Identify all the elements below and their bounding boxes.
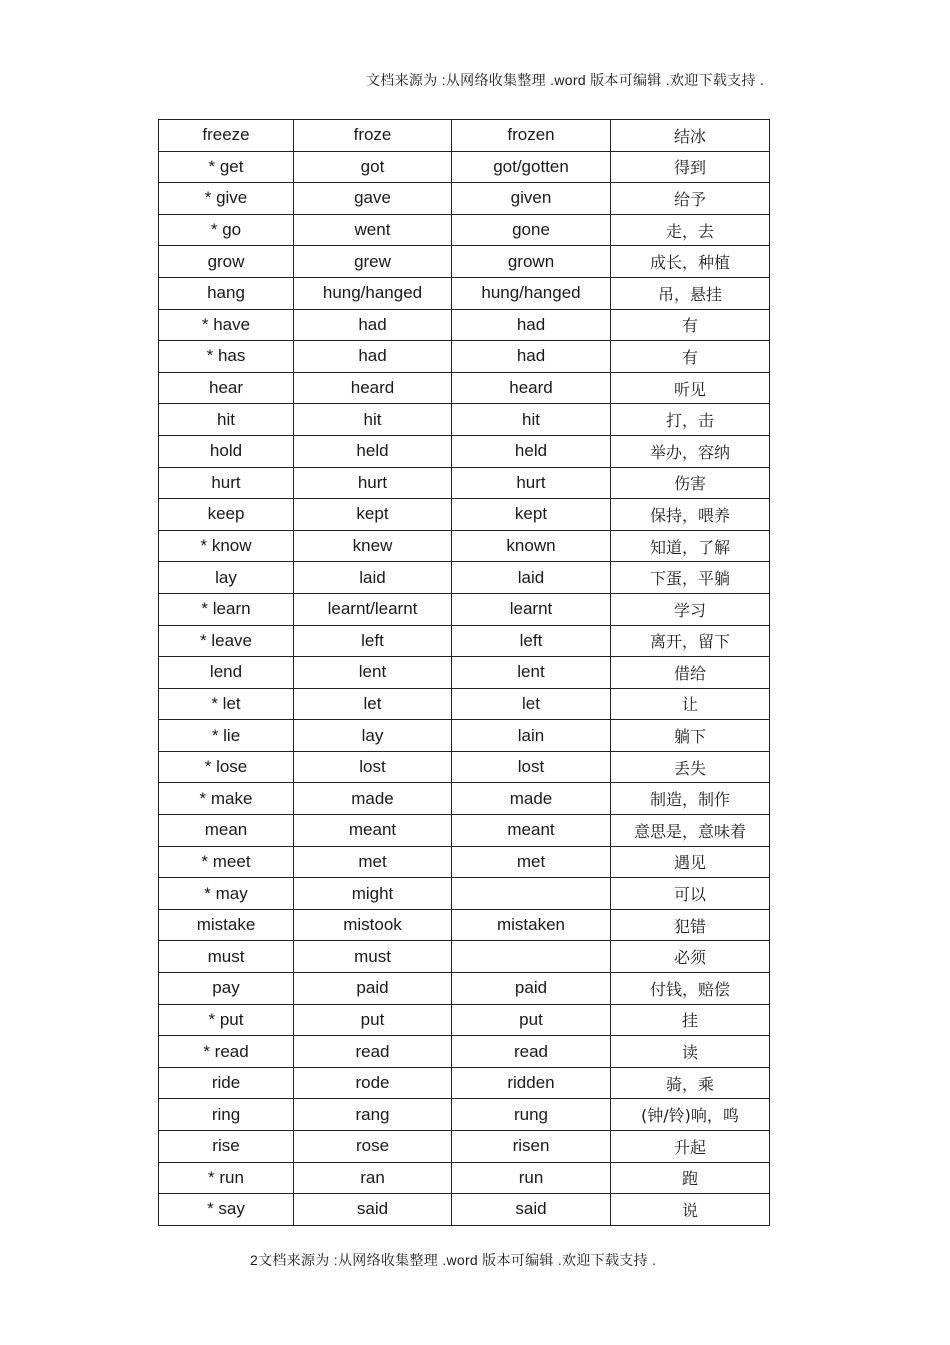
verb-past-cell: read (294, 1036, 452, 1068)
table-row (159, 1194, 770, 1226)
verb-meaning-cell: 保持，喂养 (611, 499, 770, 531)
verb-meaning-cell: 知道，了解 (611, 530, 770, 562)
verb-participle-cell: left (452, 625, 611, 657)
verb-past-cell: had (294, 341, 452, 373)
verb-participle-cell: said (452, 1194, 611, 1226)
verb-base-cell: * let (159, 688, 294, 720)
verb-meaning-cell: 打，击 (611, 404, 770, 436)
verb-past-cell: rose (294, 1131, 452, 1163)
verb-base-cell: hold (159, 435, 294, 467)
verb-meaning-cell: 躺下 (611, 720, 770, 752)
verb-base-cell: hurt (159, 467, 294, 499)
table-row (159, 878, 770, 910)
verb-base-cell: * put (159, 1004, 294, 1036)
verb-past-cell: had (294, 309, 452, 341)
verb-base-cell: hear (159, 372, 294, 404)
verb-meaning-cell: 有 (611, 309, 770, 341)
page-header-note: 文档来源为 :从网络收集整理 .word 版本可编辑 .欢迎下载支持 . (366, 72, 765, 88)
table-row (159, 751, 770, 783)
verb-participle-cell: heard (452, 372, 611, 404)
verb-base-cell: freeze (159, 120, 294, 152)
verb-past-cell: ran (294, 1162, 452, 1194)
verb-past-cell: rode (294, 1067, 452, 1099)
verb-participle-cell: had (452, 341, 611, 373)
verb-meaning-cell: 举办，容纳 (611, 435, 770, 467)
verb-participle-cell: hurt (452, 467, 611, 499)
verb-past-cell: met (294, 846, 452, 878)
verb-participle-cell: hung/hanged (452, 277, 611, 309)
table-row (159, 783, 770, 815)
verb-past-cell: kept (294, 499, 452, 531)
verb-participle-cell (452, 878, 611, 910)
verb-table-body (159, 120, 770, 1226)
verb-participle-cell: rung (452, 1099, 611, 1131)
verb-participle-cell (452, 941, 611, 973)
verb-base-cell: * make (159, 783, 294, 815)
verb-meaning-cell: 付钱，赔偿 (611, 973, 770, 1005)
verb-past-cell: laid (294, 562, 452, 594)
table-row (159, 941, 770, 973)
verb-base-cell: mistake (159, 909, 294, 941)
verb-participle-cell: hit (452, 404, 611, 436)
table-row (159, 625, 770, 657)
verb-participle-cell: paid (452, 973, 611, 1005)
table-row (159, 499, 770, 531)
table-row (159, 1004, 770, 1036)
verb-past-cell: lost (294, 751, 452, 783)
verb-past-cell: mistook (294, 909, 452, 941)
verb-past-cell: froze (294, 120, 452, 152)
verb-base-cell: pay (159, 973, 294, 1005)
verb-base-cell: * have (159, 309, 294, 341)
verb-base-cell: rise (159, 1131, 294, 1163)
verb-participle-cell: given (452, 183, 611, 215)
verb-meaning-cell: 跑 (611, 1162, 770, 1194)
verb-base-cell: ring (159, 1099, 294, 1131)
table-row (159, 530, 770, 562)
table-row (159, 1036, 770, 1068)
verb-past-cell: said (294, 1194, 452, 1226)
irregular-verb-table (158, 119, 770, 1226)
verb-past-cell: grew (294, 246, 452, 278)
verb-meaning-cell: 成长，种植 (611, 246, 770, 278)
verb-base-cell: * read (159, 1036, 294, 1068)
verb-participle-cell: meant (452, 815, 611, 847)
verb-meaning-cell: 必须 (611, 941, 770, 973)
verb-participle-cell: risen (452, 1131, 611, 1163)
verb-past-cell: made (294, 783, 452, 815)
verb-past-cell: heard (294, 372, 452, 404)
verb-past-cell: held (294, 435, 452, 467)
verb-participle-cell: lain (452, 720, 611, 752)
verb-past-cell: lay (294, 720, 452, 752)
verb-participle-cell: let (452, 688, 611, 720)
verb-meaning-cell: 离开，留下 (611, 625, 770, 657)
table-row (159, 1099, 770, 1131)
verb-meaning-cell: 借给 (611, 657, 770, 689)
table-row (159, 657, 770, 689)
verb-meaning-cell: 让 (611, 688, 770, 720)
verb-participle-cell: mistaken (452, 909, 611, 941)
verb-base-cell: keep (159, 499, 294, 531)
table-row (159, 372, 770, 404)
verb-base-cell: lay (159, 562, 294, 594)
verb-meaning-cell: 骑，乘 (611, 1067, 770, 1099)
verb-meaning-cell: 有 (611, 341, 770, 373)
table-row (159, 815, 770, 847)
verb-participle-cell: read (452, 1036, 611, 1068)
verb-base-cell: * get (159, 151, 294, 183)
verb-past-cell: paid (294, 973, 452, 1005)
verb-past-cell: rang (294, 1099, 452, 1131)
table-row (159, 1131, 770, 1163)
table-row (159, 404, 770, 436)
verb-base-cell: must (159, 941, 294, 973)
table-row (159, 183, 770, 215)
verb-meaning-cell: 吊，悬挂 (611, 277, 770, 309)
table-row (159, 973, 770, 1005)
verb-base-cell: * give (159, 183, 294, 215)
table-row (159, 467, 770, 499)
verb-participle-cell: known (452, 530, 611, 562)
verb-meaning-cell: 走，去 (611, 214, 770, 246)
table-row (159, 1067, 770, 1099)
verb-meaning-cell: 升起 (611, 1131, 770, 1163)
verb-base-cell: * say (159, 1194, 294, 1226)
verb-meaning-cell: 听见 (611, 372, 770, 404)
verb-participle-cell: learnt (452, 593, 611, 625)
table-row (159, 277, 770, 309)
verb-meaning-cell: 结冰 (611, 120, 770, 152)
verb-past-cell: left (294, 625, 452, 657)
verb-participle-cell: lost (452, 751, 611, 783)
verb-past-cell: learnt/learnt (294, 593, 452, 625)
verb-meaning-cell: 遇见 (611, 846, 770, 878)
verb-base-cell: * lie (159, 720, 294, 752)
verb-past-cell: knew (294, 530, 452, 562)
verb-base-cell: * has (159, 341, 294, 373)
table-row (159, 846, 770, 878)
verb-participle-cell: gone (452, 214, 611, 246)
verb-meaning-cell: 下蛋，平躺 (611, 562, 770, 594)
verb-past-cell: gave (294, 183, 452, 215)
verb-past-cell: hit (294, 404, 452, 436)
verb-meaning-cell: 学习 (611, 593, 770, 625)
verb-past-cell: went (294, 214, 452, 246)
verb-participle-cell: kept (452, 499, 611, 531)
verb-meaning-cell: 说 (611, 1194, 770, 1226)
verb-past-cell: must (294, 941, 452, 973)
page-footer-note: 2文档来源为 :从网络收集整理 .word 版本可编辑 .欢迎下载支持 . (250, 1252, 657, 1268)
table-row (159, 593, 770, 625)
verb-meaning-cell: 伤害 (611, 467, 770, 499)
verb-past-cell: lent (294, 657, 452, 689)
verb-participle-cell: grown (452, 246, 611, 278)
verb-base-cell: * know (159, 530, 294, 562)
verb-participle-cell: frozen (452, 120, 611, 152)
verb-meaning-cell: 丢失 (611, 751, 770, 783)
verb-meaning-cell: (钟/铃)响，鸣 (611, 1099, 770, 1131)
verb-participle-cell: met (452, 846, 611, 878)
verb-past-cell: got (294, 151, 452, 183)
verb-past-cell: hurt (294, 467, 452, 499)
verb-base-cell: * leave (159, 625, 294, 657)
table-row (159, 341, 770, 373)
verb-participle-cell: laid (452, 562, 611, 594)
verb-base-cell: * meet (159, 846, 294, 878)
verb-base-cell: lend (159, 657, 294, 689)
verb-base-cell: * learn (159, 593, 294, 625)
verb-past-cell: might (294, 878, 452, 910)
verb-base-cell: mean (159, 815, 294, 847)
verb-participle-cell: lent (452, 657, 611, 689)
verb-past-cell: put (294, 1004, 452, 1036)
verb-meaning-cell: 可以 (611, 878, 770, 910)
table-row (159, 1162, 770, 1194)
table-row (159, 909, 770, 941)
table-row (159, 720, 770, 752)
verb-base-cell: hit (159, 404, 294, 436)
verb-meaning-cell: 挂 (611, 1004, 770, 1036)
table-row (159, 435, 770, 467)
verb-participle-cell: had (452, 309, 611, 341)
verb-past-cell: meant (294, 815, 452, 847)
table-row (159, 688, 770, 720)
table-row (159, 151, 770, 183)
verb-meaning-cell: 读 (611, 1036, 770, 1068)
table-row (159, 562, 770, 594)
table-row (159, 120, 770, 152)
verb-past-cell: hung/hanged (294, 277, 452, 309)
verb-participle-cell: ridden (452, 1067, 611, 1099)
verb-meaning-cell: 意思是，意味着 (611, 815, 770, 847)
verb-base-cell: * lose (159, 751, 294, 783)
table-row (159, 214, 770, 246)
verb-participle-cell: put (452, 1004, 611, 1036)
verb-base-cell: * may (159, 878, 294, 910)
verb-participle-cell: made (452, 783, 611, 815)
verb-meaning-cell: 犯错 (611, 909, 770, 941)
verb-base-cell: ride (159, 1067, 294, 1099)
verb-meaning-cell: 得到 (611, 151, 770, 183)
verb-base-cell: * go (159, 214, 294, 246)
verb-base-cell: grow (159, 246, 294, 278)
verb-participle-cell: run (452, 1162, 611, 1194)
table-row (159, 246, 770, 278)
verb-base-cell: hang (159, 277, 294, 309)
table-row (159, 309, 770, 341)
verb-past-cell: let (294, 688, 452, 720)
verb-meaning-cell: 制造，制作 (611, 783, 770, 815)
verb-base-cell: * run (159, 1162, 294, 1194)
verb-participle-cell: held (452, 435, 611, 467)
verb-meaning-cell: 给予 (611, 183, 770, 215)
verb-participle-cell: got/gotten (452, 151, 611, 183)
